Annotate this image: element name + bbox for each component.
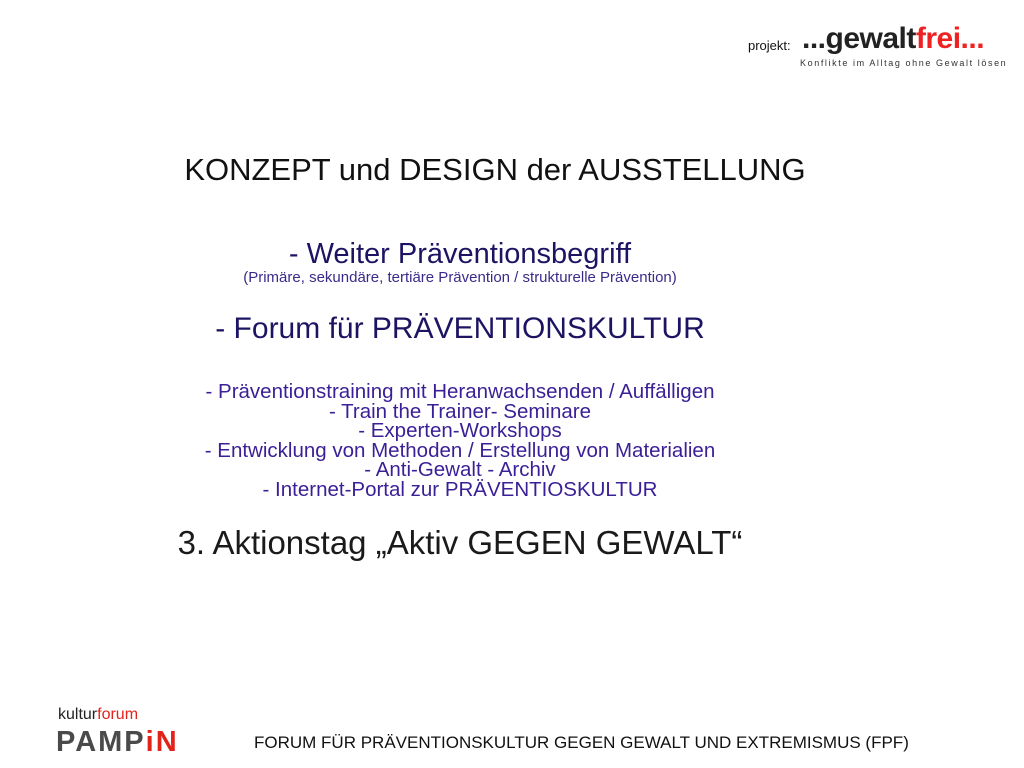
bullet-item: - Präventionstraining mit Heranwachsenden / Auffälligen (205, 380, 715, 403)
wordmark-frei: frei... (915, 22, 985, 55)
logo-tagline: Konflikte im Alltag ohne Gewalt lösen (800, 58, 1008, 68)
bullet-item: - Internet-Portal zur PRÄVENTIOSKULTUR (262, 477, 658, 501)
project-label: projekt: (748, 38, 791, 53)
pampin-in: iN (145, 726, 179, 758)
heading-aktionstag: 3. Aktionstag „Aktiv GEGEN GEWALT“ (177, 524, 743, 561)
footer-text: FORUM FÜR PRÄVENTIONSKULTUR GEGEN GEWALT UND EXTREMISMUS (FPF) (254, 733, 909, 752)
slide-title: KONZEPT und DESIGN der AUSSTELLUNG (184, 152, 806, 187)
subtext-praevention-types: (Primäre, sekundäre, tertiäre Prävention / strukturelle Prävention) (243, 269, 677, 286)
kulturforum-label (58, 706, 138, 724)
kulturforum-kultur: kultur (58, 706, 98, 723)
wordmark-gewalt: gewalt (825, 22, 916, 55)
pampin-pamp: PAMP (56, 726, 146, 758)
heading-forum-praeventionskultur: - Forum für PRÄVENTIONSKULTUR (215, 312, 705, 345)
bullet-item: - Anti-Gewalt - Archiv (364, 458, 556, 481)
bullet-item: - Entwicklung von Methoden / Erstellung von Materialien (204, 438, 716, 462)
kulturforum-forum: forum (97, 706, 139, 723)
kulturforum-pampin-logo (56, 706, 236, 758)
gewaltfrei-wordmark (802, 22, 984, 56)
bullet-list (0, 382, 920, 499)
wordmark-dots: ... (802, 22, 826, 55)
heading-weiter-praeventionsbegriff: - Weiter Präventionsbegriff (288, 238, 632, 270)
pampin-wordmark (56, 726, 179, 759)
gewaltfrei-logo (748, 22, 1008, 72)
bullet-item: - Experten-Workshops (358, 419, 562, 442)
bullet-item: - Train the Trainer- Seminare (328, 399, 592, 423)
